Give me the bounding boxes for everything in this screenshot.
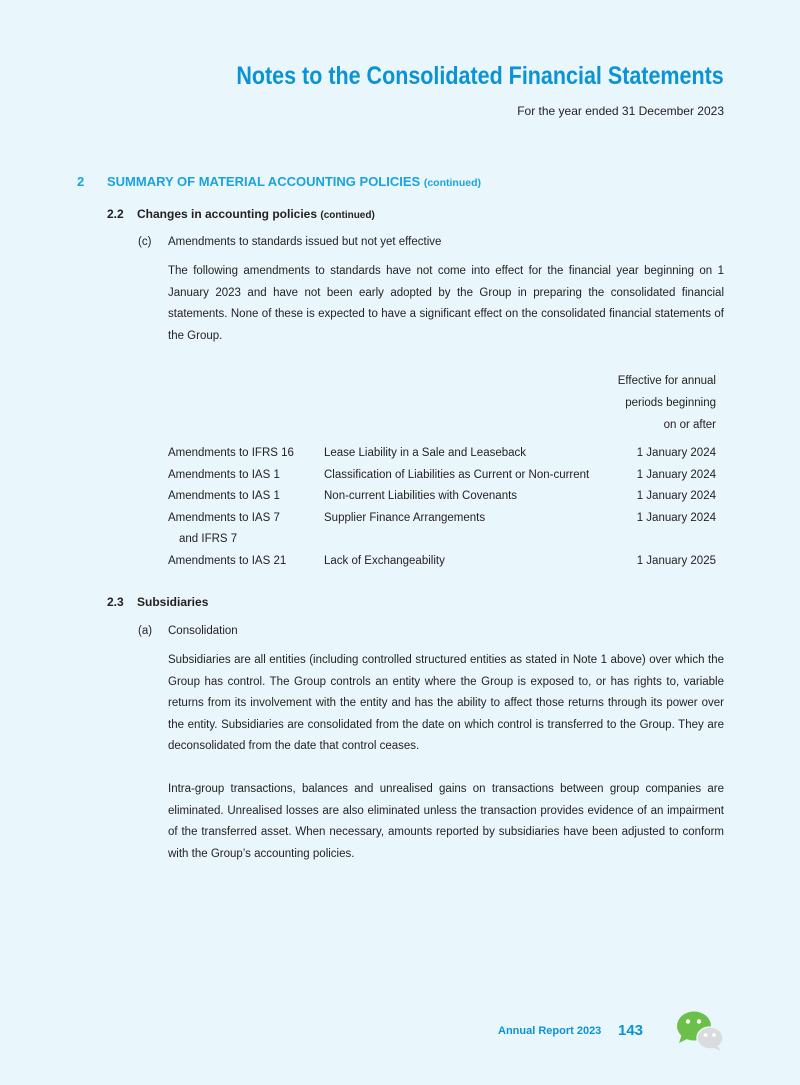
standard-name-continued: and IFRS 7 [179, 533, 238, 545]
effective-date: 1 January 2024 [636, 511, 716, 524]
effective-date: 1 January 2024 [636, 490, 716, 502]
effective-date: 1 January 2024 [636, 447, 716, 459]
effective-header-line: on or after [663, 419, 716, 431]
effective-date-header [586, 370, 716, 436]
consolidation-paragraph-1: Subsidiaries are all entities (including controlled structured entities as stated in Note 1 above) over which the Group has control. The Group controls an entity where the Group is exposed to, or has rights to, variable returns from its involvement with the entity and has the ability to affect those returns through its power over the entity. Subsidiaries are consolidated from the date on which control is transferred to the Group. They are deconsolidated from the date that control ceases. [168, 654, 724, 752]
subsection-2-3-number: 2.3 [107, 595, 124, 609]
page-number: 143 [618, 1022, 644, 1039]
effective-header-line: periods beginning [625, 397, 716, 409]
amendments-paragraph: The following amendments to standards have not come into effect for the financial year beginning on 1 January 2023 and have not been early adopted by the Group in preparing the consolidated financial statements. None of these is expected to have a significant effect on the consolidated financial statements of the Group. [168, 265, 724, 342]
footer-report-label: Annual Report 2023 [498, 1025, 602, 1037]
standard-name: Amendments to IFRS 16 [168, 447, 294, 459]
consolidation-paragraph-2: Intra-group transactions, balances and unrealised gains on transactions between group companies are eliminated. Unrealised losses are also eliminated unless the transaction provides evidence of an impairment of the transferred asset. When necessary, amounts reported by subsidiaries have been adjusted to conform with the Group’s accounting policies. [168, 783, 724, 860]
amendment-title: Non-current Liabilities with Covenants [324, 490, 518, 502]
effective-date: 1 January 2025 [636, 554, 716, 567]
standard-name: Amendments to IAS 7 [168, 511, 280, 524]
section-title [107, 174, 481, 189]
subsection-2-2-title [137, 207, 375, 221]
item-a-title: Consolidation [168, 625, 238, 637]
effective-date: 1 January 2024 [636, 468, 716, 481]
item-c-label: (c) [138, 236, 152, 248]
subsection-2-2-continued: (continued) [320, 210, 375, 221]
page-subtitle: For the year ended 31 December 2023 [517, 104, 724, 118]
section-continued: (continued) [423, 177, 481, 189]
standard-name: Amendments to IAS 21 [168, 554, 287, 567]
wechat-icon [674, 1010, 726, 1052]
standard-name: Amendments to IAS 1 [168, 490, 280, 502]
item-a-label: (a) [138, 625, 153, 637]
subsection-2-2-number: 2.2 [107, 207, 124, 221]
amendment-title: Lease Liability in a Sale and Leaseback [324, 447, 527, 459]
amendment-title: Lack of Exchangeability [324, 554, 445, 567]
section-number: 2 [77, 174, 85, 189]
subsection-2-3-title: Subsidiaries [137, 595, 209, 609]
amendment-title: Classification of Liabilities as Current or Non-current [324, 468, 590, 481]
standard-name: Amendments to IAS 1 [168, 468, 280, 481]
amendment-title: Supplier Finance Arrangements [324, 511, 486, 524]
effective-header-line: Effective for annual [617, 375, 716, 387]
subsection-2-2-title-text: Changes in accounting policies [137, 207, 318, 221]
section-title-text: SUMMARY OF MATERIAL ACCOUNTING POLICIES [107, 174, 421, 189]
page-title: Notes to the Consolidated Financial Statements [236, 62, 724, 90]
item-c-title: Amendments to standards issued but not yet effective [168, 236, 442, 248]
